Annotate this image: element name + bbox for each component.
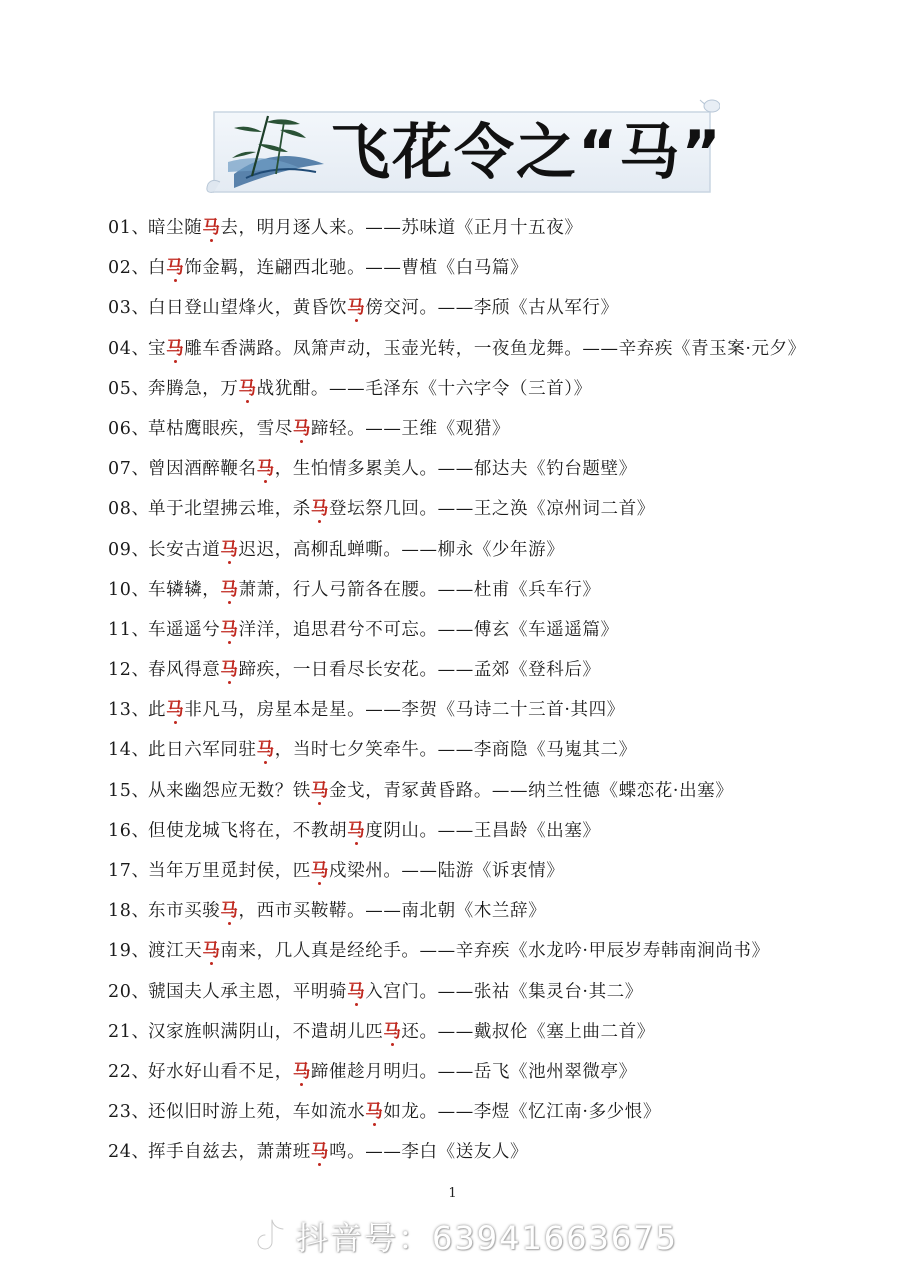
poem-number: 10、	[108, 579, 150, 600]
poem-line	[108, 730, 888, 770]
watermark-text: 抖音号：63941663675	[296, 1219, 678, 1257]
poem-number: 01、	[108, 218, 150, 238]
poem-text-after: 雕车香满路。凤箫声动，玉壶光转，一夜鱼龙舞。——辛弃疾《青玉案·元夕》	[184, 338, 806, 359]
poem-number: 16、	[108, 820, 150, 841]
poem-number: 11、	[108, 619, 150, 640]
poem-line	[108, 690, 888, 730]
highlight-character: 马	[220, 660, 239, 681]
poem-text-after: 如龙。——李煜《忆江南·多少恨》	[383, 1102, 661, 1123]
poem-text-after: 战犹酣。——毛泽东《十六字令（三首）》	[256, 378, 592, 399]
poem-text-before: 暗尘随	[148, 218, 203, 238]
poem-text-before: 白	[148, 258, 167, 279]
poem-list	[108, 208, 888, 1173]
poem-text-after: 金戈，青冢黄昏路。——纳兰性德《蝶恋花·出塞》	[329, 780, 734, 801]
poem-text-after: 去，明月逐人来。——苏味道《正月十五夜》	[220, 218, 583, 238]
poem-text-before: 从来幽怨应无数？铁	[148, 780, 311, 801]
highlight-character: 马	[310, 780, 330, 801]
poem-number: 14、	[108, 740, 150, 761]
poem-text-after: ，当时七夕笑牵牛。——李商隐《马嵬其二》	[274, 740, 637, 761]
highlight-character: 马	[202, 941, 221, 962]
poem-text-after: 傍交河。——李颀《古从军行》	[365, 298, 619, 319]
douyin-logo-icon	[254, 1216, 288, 1256]
poem-number: 18、	[108, 901, 150, 922]
poem-text-after: 度阴山。——王昌龄《出塞》	[365, 820, 601, 841]
poem-text-before: 当年万里觅封侯，匹	[148, 861, 311, 881]
poem-text-after: 萧萧，行人弓箭各在腰。——杜甫《兵车行》	[238, 579, 601, 600]
page-title: 飞花令之“马”	[330, 118, 723, 188]
poem-line	[108, 570, 888, 610]
poem-text-before: 宝	[148, 338, 167, 359]
poem-number: 21、	[108, 1021, 150, 1042]
highlight-character: 马	[202, 218, 221, 238]
poem-number: 19、	[108, 941, 150, 962]
poem-text-after: 入宫门。——张祜《集灵台·其二》	[365, 981, 643, 1002]
highlight-character: 马	[220, 539, 239, 560]
highlight-character: 马	[365, 1102, 384, 1123]
poem-number: 13、	[108, 700, 150, 721]
poem-text-before: 单于北望拂云堆，杀	[148, 499, 311, 520]
poem-line	[108, 409, 888, 449]
poem-text-after: 还。——戴叔伦《塞上曲二首》	[401, 1021, 655, 1042]
poem-number: 17、	[108, 861, 150, 881]
poem-text-before: 挥手自兹去，萧萧班	[148, 1142, 311, 1163]
poem-text-before: 此日六军同驻	[148, 740, 257, 761]
poem-line	[108, 288, 888, 328]
poem-line	[108, 851, 888, 891]
poem-text-after: 戍梁州。——陆游《诉衷情》	[329, 861, 565, 881]
poem-text-after: 登坛祭几回。——王之涣《凉州词二首》	[329, 499, 655, 520]
poem-text-before: 白日登山望烽火，黄昏饮	[148, 298, 348, 319]
highlight-character: 马	[347, 981, 366, 1002]
poem-line	[108, 1092, 888, 1132]
highlight-character: 马	[166, 338, 185, 359]
poem-text-after: 南来，几人真是经纶手。——辛弃疾《水龙吟·甲辰岁寿韩南涧尚书》	[220, 941, 770, 962]
poem-number: 23、	[108, 1102, 150, 1123]
poem-number: 24、	[108, 1142, 150, 1163]
highlight-character: 马	[256, 459, 275, 480]
poem-line	[108, 208, 888, 248]
highlight-character: 马	[220, 579, 239, 600]
poem-text-before: 还似旧时游上苑，车如流水	[148, 1102, 366, 1123]
poem-text-after: 饰金羁，连翩西北驰。——曹植《白马篇》	[184, 258, 529, 279]
highlight-character: 马	[383, 1021, 402, 1042]
poem-text-before: 草枯鹰眼疾，雪尽	[148, 418, 293, 439]
poem-text-before: 曾因酒醉鞭名	[148, 459, 257, 480]
poem-number: 15、	[108, 780, 150, 801]
poem-line	[108, 530, 888, 570]
highlight-character: 马	[166, 700, 185, 721]
poem-text-before: 此	[148, 700, 167, 721]
poem-number: 03、	[108, 298, 150, 319]
poem-number: 07、	[108, 459, 150, 480]
poem-text-after: ，西市买鞍鞯。——南北朝《木兰辞》	[238, 901, 547, 922]
poem-line	[108, 811, 888, 851]
poem-number: 04、	[108, 338, 150, 359]
poem-line	[108, 771, 888, 811]
poem-number: 22、	[108, 1061, 150, 1082]
poem-number: 05、	[108, 378, 150, 399]
poem-text-before: 但使龙城飞将在，不教胡	[148, 820, 348, 841]
poem-line	[108, 650, 888, 690]
poem-text-after: ，生怕情多累美人。——郁达夫《钓台题壁》	[274, 459, 637, 480]
poem-text-before: 好水好山看不足，	[148, 1061, 293, 1082]
poem-line	[108, 972, 888, 1012]
poem-line	[108, 931, 888, 971]
poem-text-after: 蹄催趁月明归。——岳飞《池州翠微亭》	[310, 1061, 637, 1082]
highlight-character: 马	[292, 418, 311, 439]
highlight-character: 马	[220, 901, 239, 922]
poem-text-after: 迟迟，高柳乱蝉嘶。——柳永《少年游》	[238, 539, 565, 560]
poem-line	[108, 1132, 888, 1172]
poem-text-after: 蹄疾，一日看尽长安花。——孟郊《登科后》	[238, 660, 601, 681]
poem-line	[108, 610, 888, 650]
watermark	[254, 1208, 678, 1264]
poem-number: 08、	[108, 499, 150, 520]
highlight-character: 马	[310, 861, 330, 881]
poem-text-before: 虢国夫人承主恩，平明骑	[148, 981, 348, 1002]
poem-number: 06、	[108, 418, 150, 439]
poem-text-before: 车遥遥兮	[148, 619, 221, 640]
poem-number: 12、	[108, 660, 150, 681]
poem-line	[108, 369, 888, 409]
poem-text-before: 渡江天	[148, 941, 203, 962]
poem-text-before: 车辚辚，	[148, 579, 221, 600]
highlight-character: 马	[310, 499, 330, 520]
highlight-character: 马	[256, 740, 275, 761]
highlight-character: 马	[292, 1061, 311, 1082]
poem-text-after: 非凡马，房星本是星。——李贺《马诗二十三首·其四》	[184, 700, 625, 721]
highlight-character: 马	[310, 1142, 330, 1163]
poem-text-after: 蹄轻。——王维《观猎》	[310, 418, 511, 439]
poem-line	[108, 449, 888, 489]
poem-line	[108, 1012, 888, 1052]
poem-line	[108, 248, 888, 288]
poem-text-after: 鸣。——李白《送友人》	[329, 1142, 529, 1163]
poem-line	[108, 1052, 888, 1092]
highlight-character: 马	[238, 378, 257, 399]
poem-number: 02、	[108, 258, 150, 279]
highlight-character: 马	[166, 258, 185, 279]
poem-text-before: 春风得意	[148, 660, 221, 681]
poem-number: 09、	[108, 539, 150, 560]
poem-text-after: 洋洋，追思君兮不可忘。——傅玄《车遥遥篇》	[238, 619, 619, 640]
poem-text-before: 汉家旌帜满阴山，不遣胡儿匹	[148, 1021, 384, 1042]
poem-text-before: 奔腾急，万	[148, 378, 239, 399]
poem-number: 20、	[108, 981, 150, 1002]
poem-text-before: 东市买骏	[148, 901, 221, 922]
highlight-character: 马	[347, 298, 366, 319]
poem-text-before: 长安古道	[148, 539, 221, 560]
highlight-character: 马	[347, 820, 366, 841]
page-number: 1	[448, 1186, 457, 1201]
poem-line	[108, 329, 888, 369]
poem-line	[108, 891, 888, 931]
poem-line	[108, 489, 888, 529]
highlight-character: 马	[220, 619, 239, 640]
